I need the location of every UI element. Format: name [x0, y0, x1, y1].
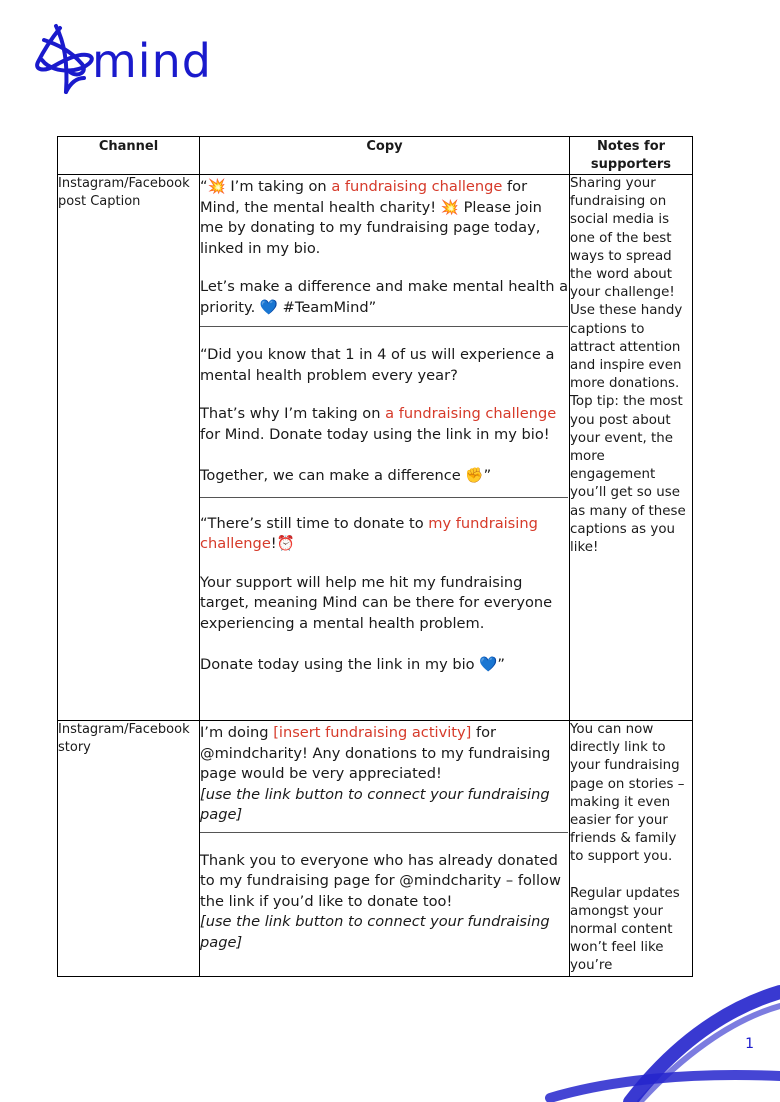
- caption-text: I’m doing: [200, 724, 274, 741]
- table-row: [58, 721, 693, 977]
- caption-paragraph: Let’s make a difference and make mental health a priority. 💙 #TeamMind”: [200, 278, 569, 316]
- caption-paragraph: Together, we can make a difference ✊”: [200, 467, 492, 484]
- divider: [200, 832, 568, 833]
- divider: [200, 497, 568, 498]
- caption-text: for Mind, the mental health charity! 💥 Please join me by donating to my fundraising page today, linked in my bio.: [200, 178, 542, 257]
- header-copy: Copy: [200, 137, 570, 175]
- header-channel: Channel: [58, 137, 200, 175]
- notes-cell: Sharing your fundraising on social media is one of the best ways to spread the word about your challenge! Use these handy captions to attract attention and inspire even more donations. Top tip: the most you post about your event, the more engagement you’ll get so use as many of these captions as you like!: [570, 175, 693, 721]
- caption-paragraph: [200, 177, 569, 259]
- caption-highlight: [insert fundraising activity]: [273, 724, 472, 741]
- caption-block: [200, 506, 569, 676]
- notes-paragraph: You can now directly link to your fundraising page on stories – making it even easier for your friends & family to support you.: [570, 722, 685, 865]
- caption-text: “💥 I’m taking on: [200, 178, 332, 195]
- copy-cell: [200, 175, 570, 721]
- notes-paragraph: Regular updates amongst your normal content won’t feel like you’re: [570, 885, 680, 974]
- mind-wordmark: mind: [92, 34, 212, 88]
- caption-paragraph: [200, 514, 569, 555]
- caption-highlight: my fundraising challenge: [200, 514, 538, 552]
- header-notes: Notes for supporters: [570, 137, 693, 175]
- caption-highlight: a fundraising challenge: [385, 405, 557, 422]
- caption-text: for Mind. Donate today using the link in my bio!: [200, 425, 550, 443]
- caption-instruction: [use the link button to connect your fundraising page]: [200, 913, 550, 951]
- mind-logo-mark-icon: [30, 22, 100, 100]
- page-number: 1: [745, 1036, 754, 1052]
- caption-instruction: [use the link button to connect your fundraising page]: [200, 785, 550, 823]
- table-row: [58, 175, 693, 721]
- caption-text: “There’s still time to donate to: [200, 514, 429, 532]
- caption-block: [200, 335, 569, 487]
- captions-table: [57, 136, 693, 977]
- caption-text: That’s why I’m taking on: [200, 405, 386, 422]
- caption-block: [200, 845, 569, 954]
- caption-paragraph: Donate today using the link in my bio 💙”: [200, 656, 505, 673]
- caption-paragraph: [200, 404, 569, 445]
- decorative-swoosh-icon: [520, 980, 780, 1102]
- mind-logo: [30, 22, 210, 100]
- channel-cell: Instagram/Facebook story: [58, 721, 200, 977]
- divider: [200, 326, 568, 327]
- caption-block: [200, 721, 569, 826]
- caption-text: for @mindcharity! Any donations to my fundraising page would be very appreciated!: [200, 724, 551, 782]
- caption-paragraph: Thank you to everyone who has already donated to my fundraising page for @mindcharity – follow the link if you’d like to donate too!: [200, 851, 561, 910]
- caption-paragraph: [200, 723, 569, 785]
- copy-cell: [200, 721, 570, 977]
- caption-text: !⏰: [270, 535, 295, 552]
- caption-paragraph: “Did you know that 1 in 4 of us will experience a mental health problem every year?: [200, 346, 555, 384]
- channel-cell: Instagram/Facebook post Caption: [58, 175, 200, 721]
- caption-block: [200, 175, 569, 318]
- table-header-row: [58, 137, 693, 175]
- notes-cell: [570, 721, 693, 977]
- caption-paragraph: Your support will help me hit my fundraising target, meaning Mind can be there for everyone experiencing a mental health problem.: [200, 573, 553, 632]
- caption-highlight: a fundraising challenge: [331, 178, 503, 195]
